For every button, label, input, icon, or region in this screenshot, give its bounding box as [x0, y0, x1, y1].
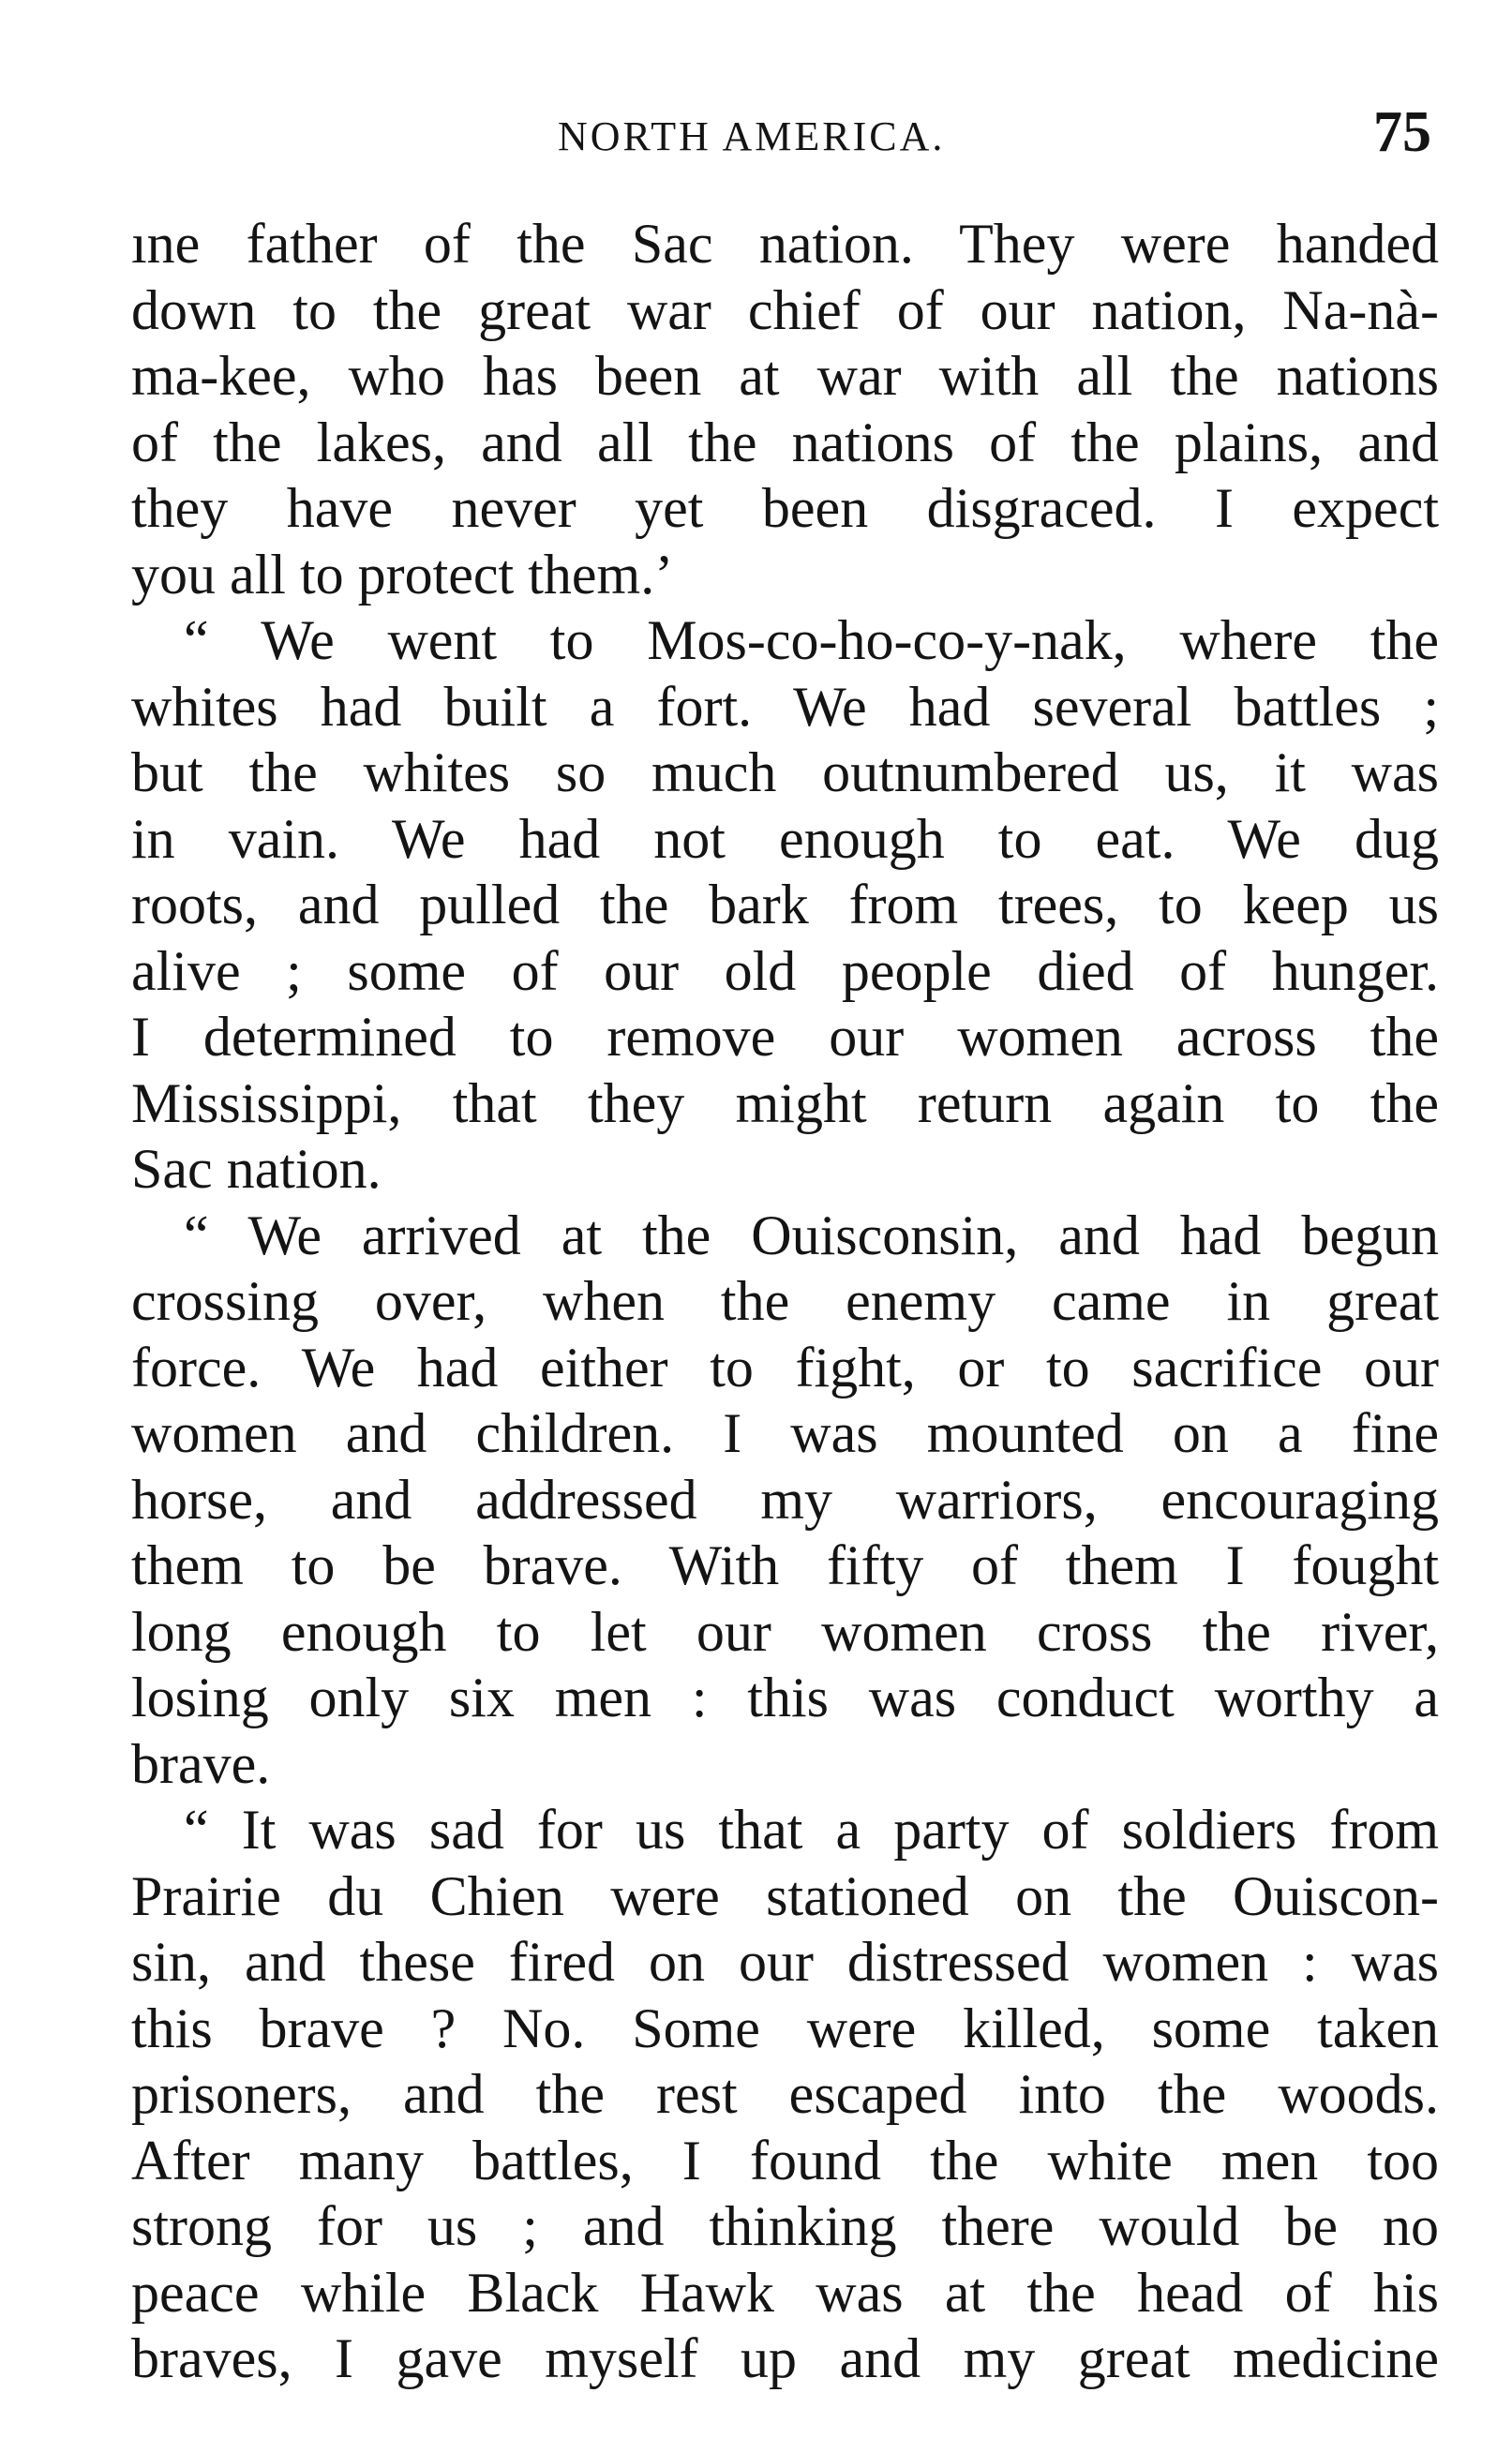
text-line: “ We arrived at the Ouisconsin, and had begun: [184, 1204, 1439, 1266]
text-line: this brave ? No. Some were killed, some taken: [131, 1997, 1439, 2059]
text-line: “ We went to Mos-co-ho-co-y-nak, where the: [184, 609, 1439, 671]
text-line: alive ; some of our old people died of hunger.: [131, 939, 1439, 1002]
text-line: in vain. We had not enough to eat. We dug: [131, 807, 1439, 870]
text-line: force. We had either to fight, or to sacrifice our: [131, 1336, 1439, 1398]
text-line: braves, I gave myself up and my great medicine: [131, 2327, 1439, 2389]
text-line: sin, and these fired on our distressed women : was: [131, 1931, 1439, 1993]
text-line: ıne father of the Sac nation. They were handed: [131, 213, 1439, 275]
text-line: crossing over, when the enemy came in great: [131, 1270, 1439, 1332]
text-line: strong for us ; and thinking there would be no: [131, 2195, 1439, 2257]
text-line: “ It was sad for us that a party of soldiers from: [184, 1799, 1439, 1861]
text-line: After many battles, I found the white men too: [131, 2129, 1439, 2191]
body-text: [131, 211, 1439, 2392]
text-line: roots, and pulled the bark from trees, to keep us: [131, 874, 1439, 935]
text-line: prisoners, and the rest escaped into the woods.: [131, 2063, 1439, 2125]
text-line: Prairie du Chien were stationed on the Ouiscon-: [131, 1864, 1439, 1927]
text-line: them to be brave. With fifty of them I fought: [131, 1534, 1439, 1596]
text-line: of the lakes, and all the nations of the plains, and: [131, 411, 1439, 473]
running-title: NORTH AMERICA.: [558, 113, 946, 159]
text-line: ma-kee, who has been at war with all the nations: [131, 345, 1439, 407]
text-line: Sac nation.: [131, 1138, 382, 1200]
text-line: they have never yet been disgraced. I expect: [131, 477, 1439, 539]
text-line: horse, and addressed my warriors, encouraging: [131, 1468, 1439, 1531]
text-line: whites had built a fort. We had several battles ;: [131, 675, 1439, 738]
text-line: brave.: [131, 1732, 271, 1795]
running-head: [131, 100, 1439, 171]
text-line: long enough to let our women cross the river,: [131, 1600, 1439, 1663]
text-line: Mississippi, that they might return again to the: [131, 1071, 1439, 1134]
text-line: women and children. I was mounted on a fine: [131, 1402, 1439, 1464]
text-line: peace while Black Hawk was at the head of his: [131, 2261, 1439, 2324]
page-number: 75: [1373, 100, 1431, 164]
text-line: but the whites so much outnumbered us, it was: [131, 741, 1439, 803]
text-line: I determined to remove our women across the: [131, 1006, 1439, 1068]
text-line: losing only six men : this was conduct worthy a: [131, 1667, 1439, 1728]
text-line: you all to protect them.’: [131, 543, 674, 606]
text-line: down to the great war chief of our nation, Na-nà-: [131, 278, 1439, 341]
